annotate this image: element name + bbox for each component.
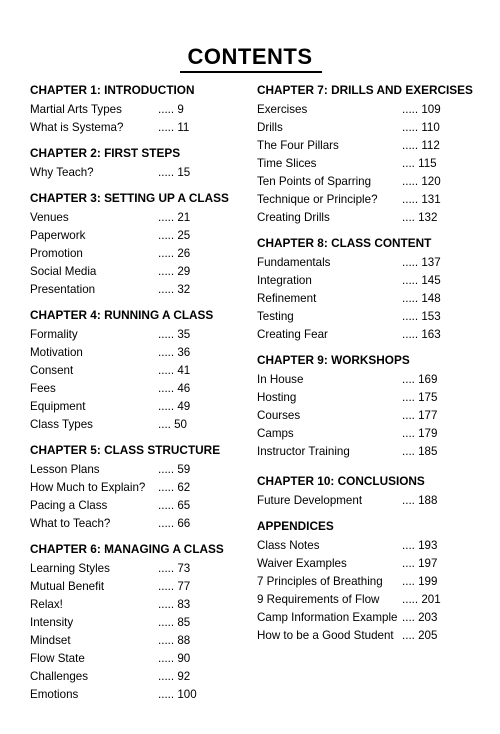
toc-entry-page: .... 185 (402, 445, 438, 458)
toc-entry-page: ..... 35 (158, 328, 191, 341)
toc-entry (30, 479, 245, 497)
toc-entry-label: What is Systema? (30, 121, 124, 134)
toc-section-chapter-7-drills-and-exercises (257, 82, 475, 227)
toc-entry-label: Presentation (30, 283, 96, 296)
toc-entry-label: 9 Requirements of Flow (257, 593, 380, 606)
toc-entry-page: ..... 36 (158, 346, 191, 359)
toc-entry-label: Equipment (30, 400, 86, 413)
toc-entry-label: Drills (257, 121, 283, 134)
toc-entry (257, 627, 475, 645)
toc-entry-page: ..... 85 (158, 616, 191, 629)
toc-entry-label: What to Teach? (30, 517, 111, 530)
toc-entry-page: ..... 109 (402, 103, 441, 116)
toc-entry-label: Camp Information Example (257, 611, 398, 624)
toc-section-chapter-2-first-steps (30, 145, 245, 182)
toc-section-chapter-6-managing-a-class (30, 541, 245, 704)
toc-section-chapter-3-setting-up-a-class (30, 190, 245, 299)
toc-section-appendices (257, 518, 475, 645)
toc-entry-label: Venues (30, 211, 69, 224)
toc-entry-page: .... 175 (402, 391, 438, 404)
toc-entry (30, 119, 245, 137)
toc-entry (30, 515, 245, 533)
toc-entry-label: Lesson Plans (30, 463, 100, 476)
chapter-heading: APPENDICES (257, 519, 334, 533)
toc-entry (30, 497, 245, 515)
left-column (30, 82, 245, 704)
toc-entry (257, 137, 475, 155)
toc-section-chapter-8-class-content (257, 235, 475, 344)
toc-entry (257, 272, 475, 290)
chapter-heading: CHAPTER 7: DRILLS AND EXERCISES (257, 83, 473, 97)
toc-entry-page: .... 115 (402, 157, 437, 170)
toc-entry-page: .... 179 (402, 427, 438, 440)
toc-entry (30, 416, 245, 434)
toc-entry-label: Relax! (30, 598, 63, 611)
toc-entry-page: ..... 46 (158, 382, 191, 395)
toc-entry-label: Intensity (30, 616, 74, 629)
toc-entry (30, 209, 245, 227)
toc-entry-page: ..... 32 (158, 283, 191, 296)
toc-entry (257, 492, 475, 510)
toc-section-chapter-9-workshops (257, 352, 475, 461)
toc-entry-label: Mutual Benefit (30, 580, 105, 593)
toc-section-chapter-4-running-a-class (30, 307, 245, 434)
toc-entry-page: ..... 90 (158, 652, 191, 665)
toc-entry-page: ..... 110 (402, 121, 440, 134)
toc-entry (30, 263, 245, 281)
toc-entry (257, 308, 475, 326)
toc-entry-label: Emotions (30, 688, 79, 701)
toc-entry-page: ..... 131 (402, 193, 441, 206)
toc-entry (257, 389, 475, 407)
toc-entry-label: 7 Principles of Breathing (257, 575, 383, 588)
toc-entry (257, 555, 475, 573)
chapter-heading: CHAPTER 5: CLASS STRUCTURE (30, 443, 221, 457)
toc-entry-label: In House (257, 373, 304, 386)
toc-entry-label: Integration (257, 274, 312, 287)
toc-entry-page: ..... 148 (402, 292, 441, 305)
toc-entry (257, 425, 475, 443)
toc-entry (30, 650, 245, 668)
toc-entry-label: Paperwork (30, 229, 86, 242)
toc-entry-page: ..... 201 (402, 593, 441, 606)
toc-entry-page: ..... 25 (158, 229, 191, 242)
chapter-heading: CHAPTER 10: CONCLUSIONS (257, 474, 425, 488)
toc-entry (30, 380, 245, 398)
toc-entry (257, 326, 475, 344)
toc-entry-label: How Much to Explain? (30, 481, 146, 494)
toc-entry-label: Learning Styles (30, 562, 110, 575)
toc-entry-page: ..... 26 (158, 247, 191, 260)
toc-entry-label: Motivation (30, 346, 83, 359)
toc-entry-page: ..... 66 (158, 517, 191, 530)
toc-entry-label: Creating Drills (257, 211, 330, 224)
toc-entry-page: ..... 163 (402, 328, 441, 341)
toc-entry (257, 155, 475, 173)
toc-entry-page: ..... 77 (158, 580, 191, 593)
toc-entry (30, 461, 245, 479)
toc-entry-label: Time Slices (257, 157, 317, 170)
toc-entry-page: ..... 21 (158, 211, 191, 224)
toc-entry (30, 362, 245, 380)
toc-entry-label: Instructor Training (257, 445, 350, 458)
toc-entry-label: Formality (30, 328, 78, 341)
toc-entry (30, 614, 245, 632)
toc-entry (257, 407, 475, 425)
toc-entry (30, 245, 245, 263)
toc-entry-page: .... 193 (402, 539, 438, 552)
toc-entry (30, 632, 245, 650)
toc-entry-label: Flow State (30, 652, 85, 665)
toc-entry (30, 326, 245, 344)
toc-entry (257, 290, 475, 308)
toc-entry-page: .... 169 (402, 373, 438, 386)
toc-entry-label: Challenges (30, 670, 89, 683)
toc-entry-label: Creating Fear (257, 328, 328, 341)
toc-entry-page: ..... 65 (158, 499, 191, 512)
toc-entry-label: Ten Points of Sparring (257, 175, 372, 188)
toc-entry (30, 686, 245, 704)
toc-entry-page: ..... 145 (402, 274, 441, 287)
toc-entry (30, 101, 245, 119)
toc-entry-page: ..... 92 (158, 670, 191, 683)
toc-entry-label: Hosting (257, 391, 297, 404)
toc-entry-page: ..... 59 (158, 463, 191, 476)
toc-entry-label: Technique or Principle? (257, 193, 378, 206)
toc-entry-page: ..... 15 (158, 166, 191, 179)
toc-entry (257, 119, 475, 137)
toc-entry (257, 591, 475, 609)
toc-entry-page: .... 203 (402, 611, 438, 624)
toc-entry-label: Waiver Examples (257, 557, 347, 570)
toc-entry (257, 443, 475, 461)
toc-entry-page: ..... 83 (158, 598, 191, 611)
chapter-heading: CHAPTER 3: SETTING UP A CLASS (30, 191, 229, 205)
toc-section-chapter-5-class-structure (30, 442, 245, 533)
toc-entry-page: ..... 49 (158, 400, 191, 413)
chapter-heading: CHAPTER 1: INTRODUCTION (30, 83, 195, 97)
toc-entry (257, 371, 475, 389)
toc-entry-label: Class Types (30, 418, 93, 431)
toc-entry (257, 254, 475, 272)
toc-entry-label: Fundamentals (257, 256, 331, 269)
toc-entry-label: Martial Arts Types (30, 103, 122, 116)
toc-entry-page: ..... 62 (158, 481, 191, 494)
toc-entry (30, 596, 245, 614)
toc-entry (30, 164, 245, 182)
toc-entry (257, 101, 475, 119)
toc-entry-page: .... 197 (402, 557, 438, 570)
toc-entry (30, 398, 245, 416)
toc-entry-label: How to be a Good Student (257, 629, 394, 642)
toc-entry-page: .... 188 (402, 494, 438, 507)
toc-entry-page: ..... 9 (158, 103, 184, 116)
toc-entry-label: Class Notes (257, 539, 320, 552)
toc-entry-page: ..... 88 (158, 634, 191, 647)
toc-entry-label: The Four Pillars (257, 139, 339, 152)
toc-entry-label: Courses (257, 409, 301, 422)
chapter-heading: CHAPTER 9: WORKSHOPS (257, 353, 410, 367)
toc-entry (30, 344, 245, 362)
chapter-heading: CHAPTER 4: RUNNING A CLASS (30, 308, 214, 322)
toc-entry-label: Fees (30, 382, 56, 395)
toc-entry-page: ..... 11 (158, 121, 190, 134)
page-title: CONTENTS (187, 44, 313, 69)
toc-entry-page: ..... 73 (158, 562, 191, 575)
toc-entry-label: Exercises (257, 103, 308, 116)
toc-entry-page: .... 177 (402, 409, 438, 422)
toc-entry-page: ..... 112 (402, 139, 440, 152)
toc-entry-label: Refinement (257, 292, 317, 305)
toc-entry-page: .... 205 (402, 629, 438, 642)
toc-entry-label: Social Media (30, 265, 97, 278)
toc-entry-page: ..... 29 (158, 265, 191, 278)
toc-entry-label: Testing (257, 310, 294, 323)
toc-entry (257, 609, 475, 627)
chapter-heading: CHAPTER 8: CLASS CONTENT (257, 236, 432, 250)
toc-entry-label: Camps (257, 427, 294, 440)
toc-entry (30, 281, 245, 299)
toc-entry-page: ..... 41 (158, 364, 191, 377)
toc-entry (257, 573, 475, 591)
toc-entry-page: .... 199 (402, 575, 438, 588)
toc-section-chapter-1-introduction (30, 82, 245, 137)
toc-entry-page: .... 50 (158, 418, 188, 431)
toc-entry (30, 578, 245, 596)
toc-entry-label: Mindset (30, 634, 71, 647)
toc-entry (257, 191, 475, 209)
toc-entry-label: Why Teach? (30, 166, 94, 179)
toc-entry-page: ..... 100 (158, 688, 197, 701)
toc-entry-label: Pacing a Class (30, 499, 108, 512)
toc-entry (30, 560, 245, 578)
toc-entry-label: Promotion (30, 247, 83, 260)
chapter-heading: CHAPTER 6: MANAGING A CLASS (30, 542, 224, 556)
toc-entry-page: ..... 153 (402, 310, 441, 323)
toc-entry-page: ..... 137 (402, 256, 441, 269)
title-underline (180, 71, 322, 73)
toc-entry-page: .... 132 (402, 211, 438, 224)
toc-entry-label: Future Development (257, 494, 363, 507)
toc-entry (257, 209, 475, 227)
toc-entry (257, 537, 475, 555)
toc-entry (30, 227, 245, 245)
toc-section-chapter-10-conclusions (257, 473, 475, 510)
toc-entry-label: Consent (30, 364, 74, 377)
toc-entry (30, 668, 245, 686)
right-column (257, 82, 475, 645)
chapter-heading: CHAPTER 2: FIRST STEPS (30, 146, 181, 160)
toc-entry (257, 173, 475, 191)
toc-entry-page: ..... 120 (402, 175, 441, 188)
